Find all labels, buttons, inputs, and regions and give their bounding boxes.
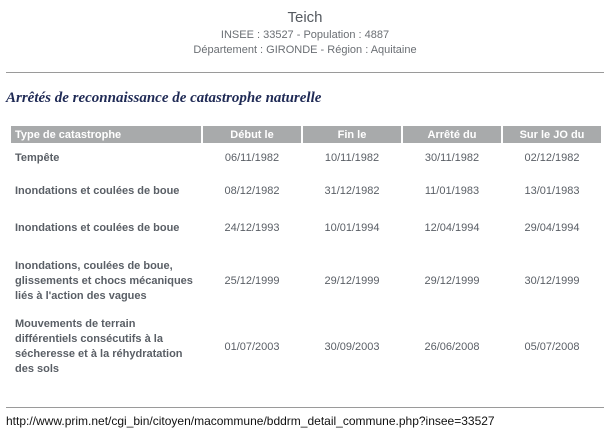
- commune-name: Teich: [287, 9, 323, 26]
- table-row: [11, 209, 601, 247]
- cell-debut: 01/07/2003: [224, 340, 280, 353]
- cell-fin: 30/09/2003: [324, 340, 380, 353]
- column-header-jo: Sur le JO du: [503, 126, 601, 143]
- cell-type: Mouvements de terrain différentiels consécutifs à la sécheresse et à la réhydratation des sols: [15, 318, 183, 375]
- cell-type: Inondations et coulées de boue: [15, 221, 180, 234]
- cell-arrete: 11/01/1983: [424, 184, 480, 197]
- cell-arrete: 12/04/1994: [424, 221, 480, 234]
- column-header-arrete: Arrêté du: [403, 126, 501, 143]
- cell-fin: 10/11/1982: [324, 151, 380, 164]
- cell-type: Inondations et coulées de boue: [15, 184, 180, 197]
- catastrophe-table: [9, 126, 603, 379]
- cell-arrete: 29/12/1999: [424, 274, 480, 287]
- source-url: http://www.prim.net/cgi_bin/citoyen/macommune/bddrm_detail_commune.php?insee=33527: [6, 414, 495, 428]
- table-row: [11, 247, 601, 315]
- cell-debut: 06/11/1982: [224, 151, 280, 164]
- column-header-type: Type de catastrophe: [11, 126, 201, 143]
- cell-jo: 30/12/1999: [524, 274, 580, 287]
- cell-arrete: 30/11/1982: [424, 151, 480, 164]
- cell-jo: 05/07/2008: [524, 340, 580, 353]
- table-row: [11, 173, 601, 209]
- cell-debut: 25/12/1999: [224, 274, 280, 287]
- table-row: [11, 143, 601, 173]
- table-row: [11, 315, 601, 379]
- page-header: [0, 8, 610, 58]
- cell-jo: 02/12/1982: [524, 151, 580, 164]
- cell-jo: 13/01/1983: [524, 184, 580, 197]
- cell-fin: 10/01/1994: [324, 221, 380, 234]
- cell-type: Tempête: [15, 151, 60, 164]
- section-title: Arrêtés de reconnaissance de catastrophe naturelle: [6, 90, 322, 106]
- insee-population-line: INSEE : 33527 - Population : 4887: [220, 29, 390, 41]
- department-region-line: Département : GIRONDE - Région : Aquitaine: [193, 44, 417, 56]
- table-header-row: [11, 126, 601, 143]
- column-header-debut: Début le: [203, 126, 301, 143]
- cell-type: Inondations, coulées de boue, glissements et chocs mécaniques liés à l'action des vagues: [15, 259, 193, 302]
- cell-jo: 29/04/1994: [524, 221, 580, 234]
- bottom-divider: [6, 407, 604, 408]
- cell-debut: 24/12/1993: [224, 221, 280, 234]
- cell-debut: 08/12/1982: [224, 184, 280, 197]
- column-header-fin: Fin le: [303, 126, 401, 143]
- cell-arrete: 26/06/2008: [424, 340, 480, 353]
- top-divider: [6, 72, 604, 73]
- cell-fin: 31/12/1982: [324, 184, 380, 197]
- cell-fin: 29/12/1999: [324, 274, 380, 287]
